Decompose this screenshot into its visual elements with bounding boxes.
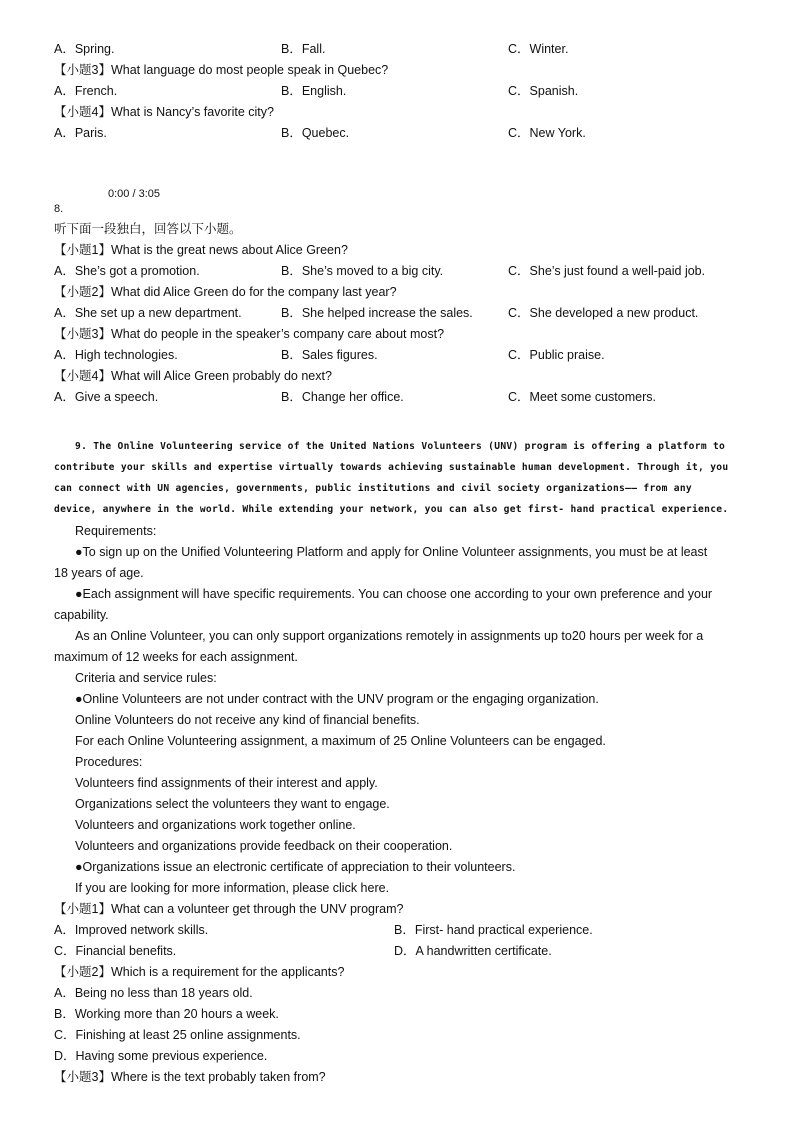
passage-intro-line-2: contribute your skills and expertise virtually towards achieving sustainable human development. Through it, you <box>54 462 729 473</box>
option-a[interactable]: A．High technologies. <box>54 348 178 362</box>
option-c[interactable]: C．Meet some customers. <box>508 390 656 404</box>
q8-2-options <box>54 305 754 321</box>
option-a[interactable]: A．French. <box>54 84 118 98</box>
passage-intro-line-4: device, anywhere in the world. While extending your network, you can also get first- hand practical experience. <box>54 504 729 515</box>
question-7-4: 【小题4】What is Nancy’s favorite city? <box>54 105 274 119</box>
option-c[interactable]: C．Winter. <box>508 42 569 56</box>
question-9-2: 【小题2】Which is a requirement for the applicants? <box>54 965 345 979</box>
option-a[interactable]: A．Improved network skills. <box>54 923 209 937</box>
option-a[interactable]: A．Give a speech. <box>54 390 159 404</box>
question-9-3: 【小题3】Where is the text probably taken from? <box>54 1070 326 1084</box>
procedure-2: Organizations select the volunteers they want to engage. <box>75 797 390 811</box>
option-b[interactable]: B．Fall. <box>281 42 326 56</box>
option-c[interactable]: C．Public praise. <box>508 348 605 362</box>
option-a[interactable]: A．Paris. <box>54 126 107 140</box>
q7-2-options <box>54 41 754 57</box>
procedures-title: Procedures: <box>75 755 143 769</box>
option-a[interactable]: A．Being no less than 18 years old. <box>54 986 253 1000</box>
procedure-4: Volunteers and organizations provide feedback on their cooperation. <box>75 839 453 853</box>
q9-1-options-row-2 <box>54 943 754 959</box>
option-c[interactable]: C．Spanish. <box>508 84 579 98</box>
procedure-5: ●Organizations issue an electronic certificate of appreciation to their volunteers. <box>75 860 516 874</box>
option-c[interactable]: C．New York. <box>508 126 586 140</box>
criteria-title: Criteria and service rules: <box>75 671 217 685</box>
question-8-4: 【小题4】What will Alice Green probably do next? <box>54 369 332 383</box>
passage-intro-line-3: can connect with UN agencies, governments, public institutions and civil society organizations—— from any <box>54 483 692 494</box>
question-7-3: 【小题3】What language do most people speak in Quebec? <box>54 63 389 77</box>
paragraph-hours-cont: maximum of 12 weeks for each assignment. <box>54 650 298 664</box>
requirements-title: Requirements: <box>75 524 157 538</box>
requirement-1: ●To sign up on the Unified Volunteering Platform and apply for Online Volunteer assignments, you must be at least <box>75 545 708 559</box>
option-c[interactable]: C．She’s just found a well-paid job. <box>508 264 706 278</box>
criteria-2: Online Volunteers do not receive any kind of financial benefits. <box>75 713 420 727</box>
question-8-3: 【小题3】What do people in the speaker’s company care about most? <box>54 327 445 341</box>
option-d[interactable]: D．A handwritten certificate. <box>394 944 552 958</box>
option-b[interactable]: B．Working more than 20 hours a week. <box>54 1007 279 1021</box>
option-b[interactable]: B．She helped increase the sales. <box>281 306 473 320</box>
q7-3-options <box>54 83 754 99</box>
q8-3-options <box>54 347 754 363</box>
q9-1-options-row-1 <box>54 922 754 938</box>
criteria-3: For each Online Volunteering assignment, a maximum of 25 Online Volunteers can be engaged. <box>75 734 606 748</box>
option-b[interactable]: B．First- hand practical experience. <box>394 923 593 937</box>
option-b[interactable]: B．She’s moved to a big city. <box>281 264 444 278</box>
criteria-1: ●Online Volunteers are not under contract with the UNV program or the engaging organization. <box>75 692 599 706</box>
q8-1-options <box>54 263 754 279</box>
option-a[interactable]: A．She set up a new department. <box>54 306 242 320</box>
requirement-2-cont: capability. <box>54 608 109 622</box>
section-number-8: 8. <box>54 203 64 215</box>
question-9-1: 【小题1】What can a volunteer get through the UNV program? <box>54 902 404 916</box>
procedure-3: Volunteers and organizations work together online. <box>75 818 356 832</box>
option-b[interactable]: B．English. <box>281 84 347 98</box>
option-a[interactable]: A．She’s got a promotion. <box>54 264 200 278</box>
option-b[interactable]: B．Change her office. <box>281 390 404 404</box>
option-c[interactable]: C．Finishing at least 25 online assignments. <box>54 1028 301 1042</box>
paragraph-hours: As an Online Volunteer, you can only support organizations remotely in assignments up to20 hours per week for a <box>75 629 704 643</box>
q8-4-options <box>54 389 754 405</box>
option-b[interactable]: B．Quebec. <box>281 126 350 140</box>
option-c[interactable]: C．Financial benefits. <box>54 944 177 958</box>
option-b[interactable]: B．Sales figures. <box>281 348 378 362</box>
section-8-instruction: 听下面一段独白，回答以下小题。 <box>54 222 242 236</box>
audio-time[interactable]: 0:00 / 3:05 <box>108 188 160 200</box>
procedure-1: Volunteers find assignments of their interest and apply. <box>75 776 378 790</box>
option-c[interactable]: C．She developed a new product. <box>508 306 699 320</box>
requirement-2: ●Each assignment will have specific requirements. You can choose one according to your own preference and your <box>75 587 713 601</box>
more-info-link[interactable]: If you are looking for more information, please click here. <box>75 881 390 895</box>
option-a[interactable]: A．Spring. <box>54 42 115 56</box>
q7-4-options <box>54 125 754 141</box>
option-d[interactable]: D．Having some previous experience. <box>54 1049 268 1063</box>
question-8-1: 【小题1】What is the great news about Alice Green? <box>54 243 348 257</box>
requirement-1-cont: 18 years of age. <box>54 566 144 580</box>
question-8-2: 【小题2】What did Alice Green do for the company last year? <box>54 285 397 299</box>
passage-intro-line-1: 9. The Online Volunteering service of the United Nations Volunteers (UNV) program is offering a platform to <box>75 441 726 452</box>
